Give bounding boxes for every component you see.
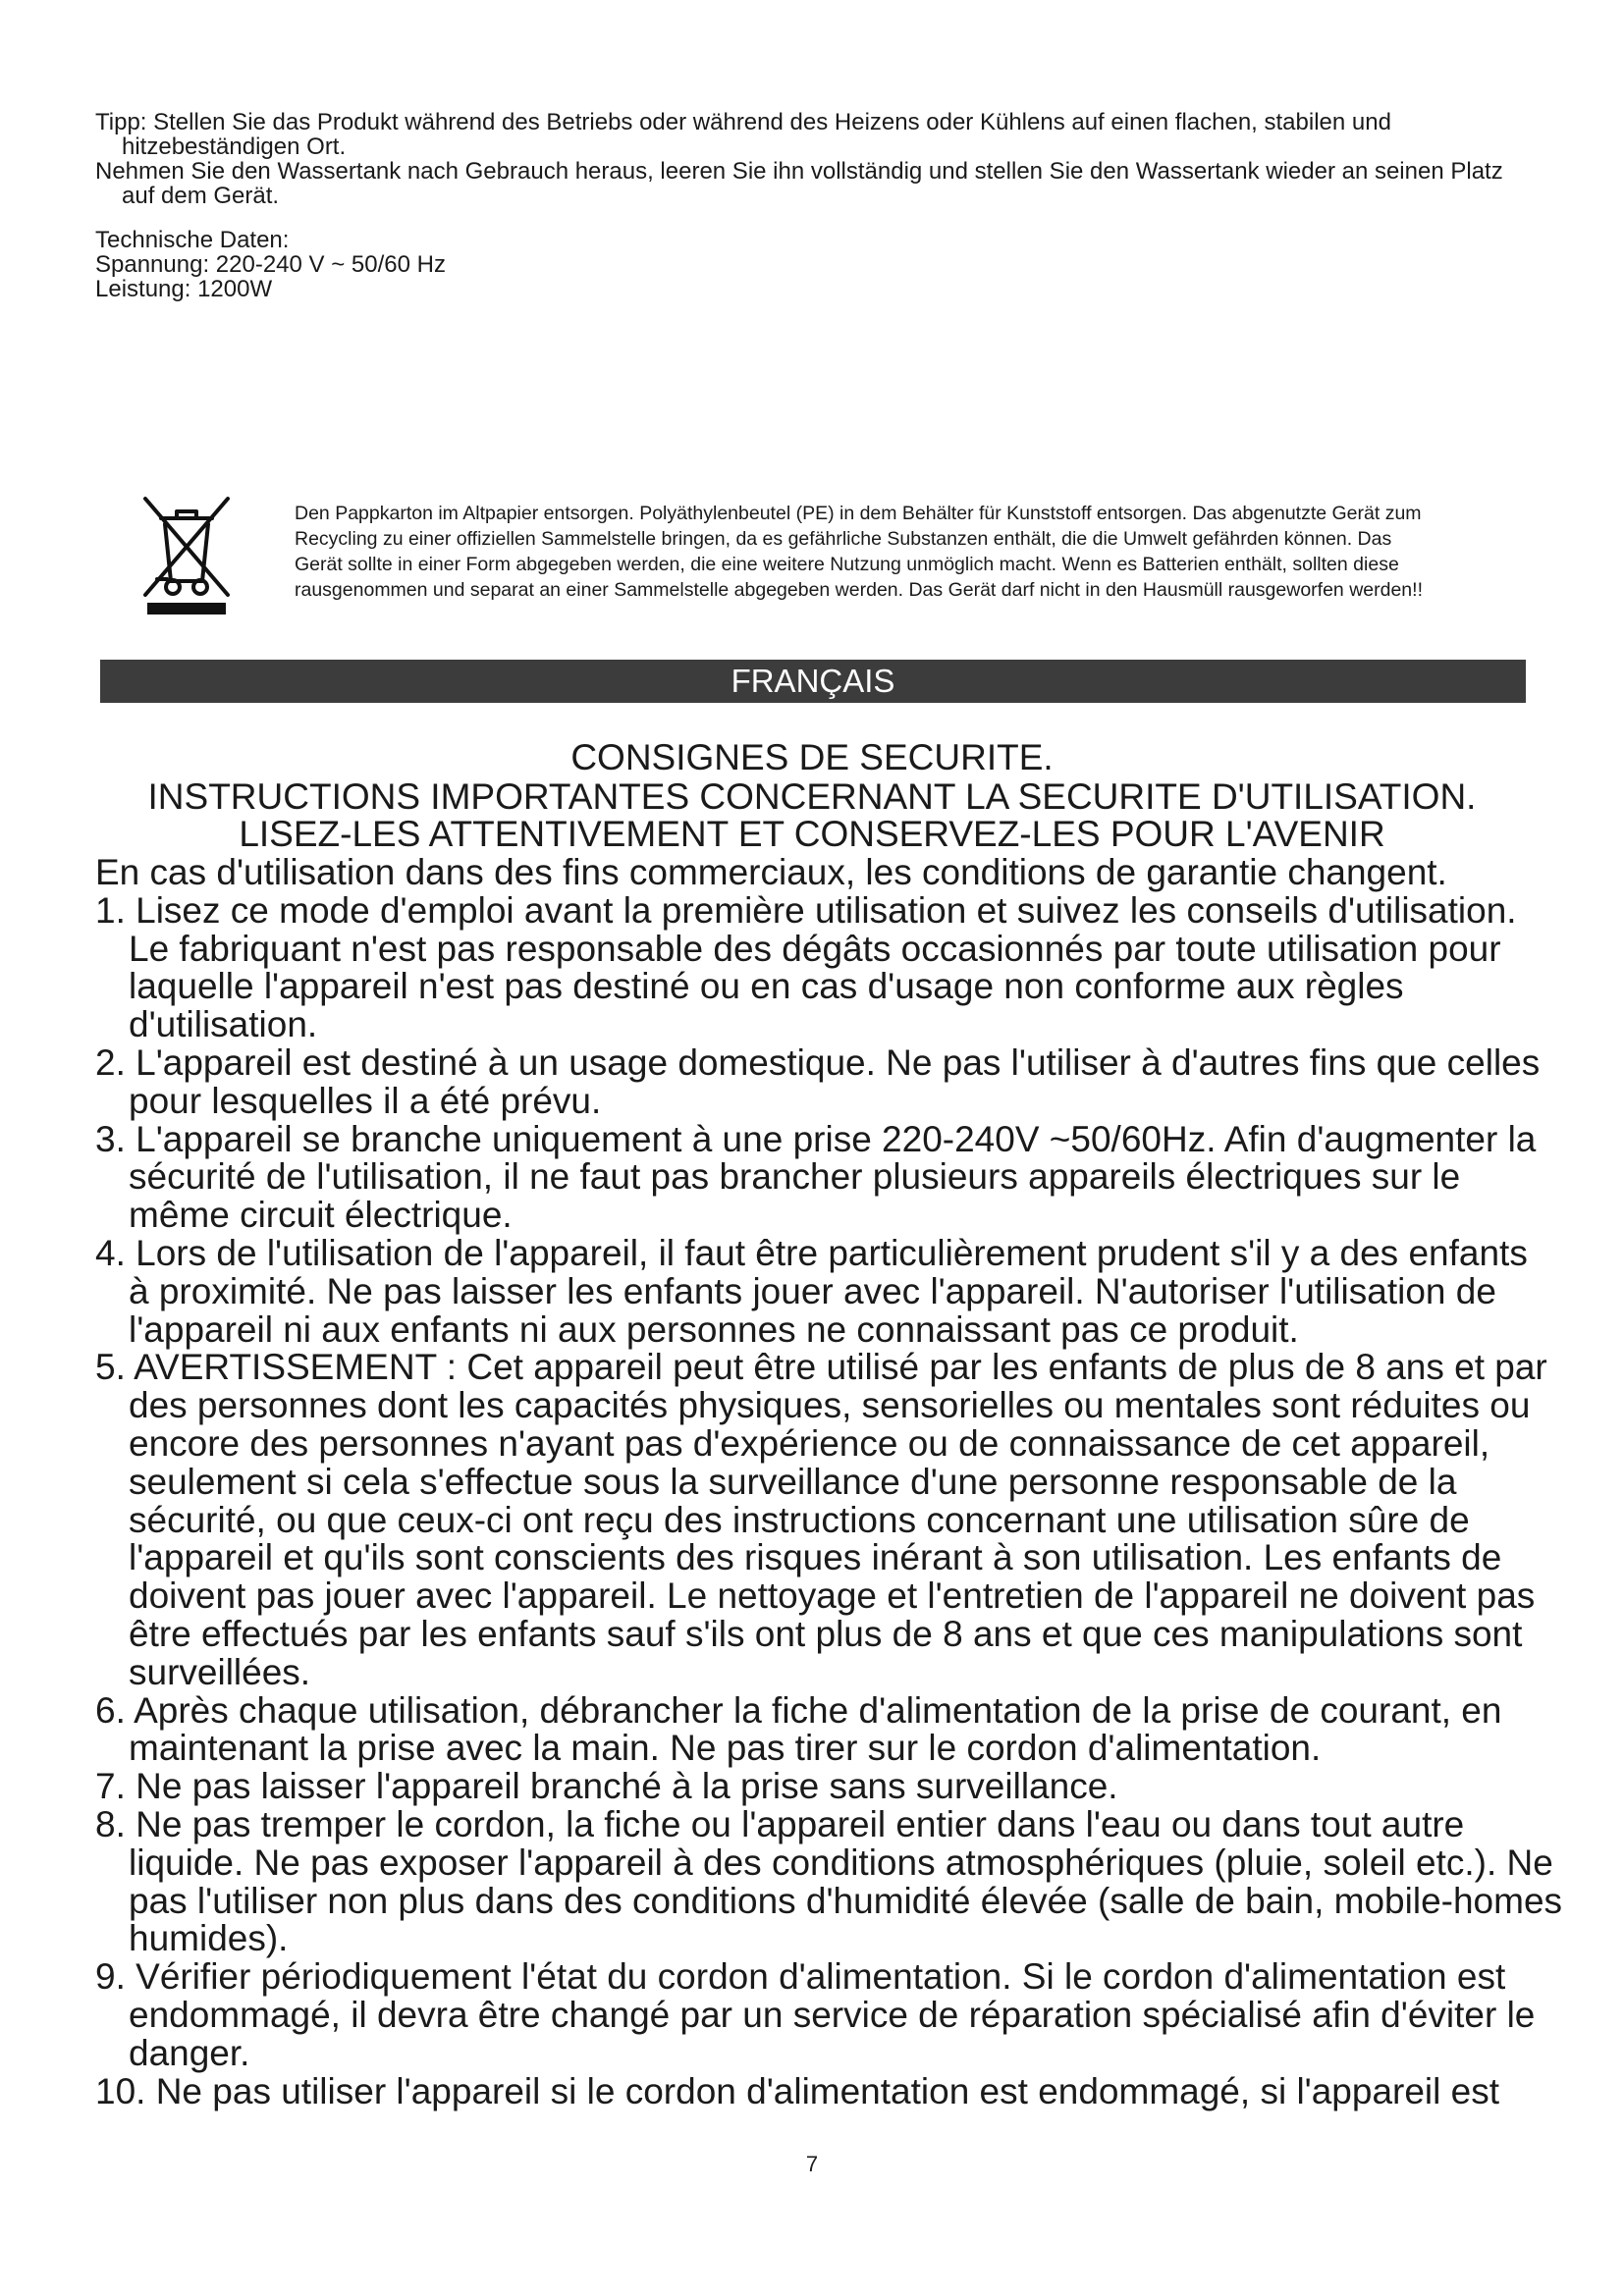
safety-subheading: INSTRUCTIONS IMPORTANTES CONCERNANT LA SECURITE D'UTILISATION. bbox=[147, 776, 1477, 817]
instruction-line: endommagé, il devra être changé par un service de réparation spécialisé afin d'éviter le bbox=[129, 1994, 1536, 2035]
german-tips bbox=[95, 110, 1539, 208]
instruction-line: surveillées. bbox=[129, 1651, 311, 1692]
page-number: 7 bbox=[805, 2152, 819, 2176]
instruction-line: pas l'utiliser non plus dans des conditions d'humidité élevée (salle de bain, mobile-homes bbox=[129, 1880, 1563, 1921]
german-tip-line: Tipp: Stellen Sie das Produkt während des Betriebs oder während des Heizens oder Kühlens auf einen flachen, stabilen und bbox=[95, 109, 1391, 135]
instruction-line: 4. Lors de l'utilisation de l'appareil, il faut être particulièrement prudent s'il y a des enfants bbox=[95, 1232, 1528, 1273]
instruction-line: à proximité. Ne pas laisser les enfants jouer avec l'appareil. N'autoriser l'utilisation de bbox=[129, 1270, 1496, 1311]
instruction-line: 9. Vérifier périodiquement l'état du cordon d'alimentation. Si le cordon d'alimentation est bbox=[95, 1956, 1506, 1998]
instruction-line: l'appareil ni aux enfants ni aux personnes ne connaissant pas ce produit. bbox=[129, 1308, 1299, 1350]
instruction-line: encore des personnes n'ayant pas d'expérience ou de connaissance de cet appareil, bbox=[129, 1422, 1490, 1464]
instruction-line: 5. AVERTISSEMENT : Cet appareil peut être utilisé par les enfants de plus de 8 ans et par bbox=[95, 1347, 1547, 1388]
instruction-line: 2. L'appareil est destiné à un usage domestique. Ne pas l'utiliser à d'autres fins que celles bbox=[95, 1041, 1541, 1083]
instruction-line: 6. Après chaque utilisation, débrancher la fiche d'alimentation de la prise de courant, en bbox=[95, 1689, 1502, 1731]
instruction-line: Le fabriquant n'est pas responsable des dégâts occasionnés par toute utilisation pour bbox=[129, 928, 1501, 969]
safety-subheading-keep: LISEZ-LES ATTENTIVEMENT ET CONSERVEZ-LES POUR L'AVENIR bbox=[239, 814, 1385, 854]
german-tip-line: hitzebeständigen Ort. bbox=[122, 133, 347, 160]
instruction-line: 7. Ne pas laisser l'appareil branché à la prise sans surveillance. bbox=[95, 1766, 1118, 1807]
intro-text: En cas d'utilisation dans des fins commerciaux, les conditions de garantie changent. bbox=[95, 852, 1447, 892]
language-section-header: FRANÇAIS bbox=[100, 660, 1526, 703]
disposal-notice bbox=[295, 501, 1534, 603]
instruction-line: maintenant la prise avec la main. Ne pas tirer sur le cordon d'alimentation. bbox=[129, 1728, 1322, 1769]
instruction-line: liquide. Ne pas exposer l'appareil à des conditions atmosphériques (pluie, soleil etc.). Ne bbox=[129, 1842, 1553, 1883]
instruction-line: doivent pas jouer avec l'appareil. Le nettoyage et l'entretien de l'appareil ne doivent pas bbox=[129, 1575, 1536, 1617]
disposal-line: rausgenommen und separat an einer Sammelstelle abgegeben werden. Das Gerät darf nicht in den Hausmüll rausgeworfen werden!! bbox=[295, 579, 1423, 601]
instruction-line: 8. Ne pas tremper le cordon, la fiche ou l'appareil entier dans l'eau ou dans tout autre bbox=[95, 1803, 1465, 1844]
instruction-line: l'appareil et qu'ils sont conscients des risques inérant à son utilisation. Les enfants de bbox=[129, 1537, 1502, 1578]
instruction-line: sécurité de l'utilisation, il ne faut pas brancher plusieurs appareils électriques sur le bbox=[129, 1156, 1461, 1198]
power-spec: Leistung: 1200W bbox=[95, 276, 273, 302]
technical-data-title: Technische Daten: bbox=[95, 227, 290, 253]
instruction-line: 10. Ne pas utiliser l'appareil si le cordon d'alimentation est endommagé, si l'appareil est bbox=[95, 2070, 1500, 2111]
instruction-line: 3. L'appareil se branche uniquement à une prise 220-240V ~50/60Hz. Afin d'augmenter la bbox=[95, 1118, 1537, 1159]
disposal-line: Gerät sollte in einer Form abgegeben werden, die eine weitere Nutzung unmöglich macht. Wenn es Batterien enthält, sollten diese bbox=[295, 554, 1399, 575]
safety-instructions bbox=[95, 852, 1563, 2111]
instruction-line: même circuit électrique. bbox=[129, 1195, 513, 1236]
instruction-line: sécurité, ou que ceux-ci ont reçu des instructions concernant une utilisation sûre de bbox=[129, 1499, 1470, 1540]
german-tip-line: Nehmen Sie den Wassertank nach Gebrauch heraus, leeren Sie ihn vollständig und stellen Sie den Wassertank wieder an seinen Platz bbox=[95, 158, 1503, 185]
crossed-out-wheelie-bin-icon bbox=[137, 491, 236, 616]
instruction-line: humides). bbox=[129, 1918, 289, 1959]
instruction-line: pour lesquelles il a été prévu. bbox=[129, 1080, 602, 1121]
instruction-line: être effectués par les enfants sauf s'ils ont plus de 8 ans et que ces manipulations sont bbox=[129, 1613, 1523, 1654]
instruction-line: seulement si cela s'effectue sous la surveillance d'une personne responsable de la bbox=[129, 1461, 1457, 1502]
instruction-line: danger. bbox=[129, 2032, 250, 2073]
instruction-line: d'utilisation. bbox=[129, 1004, 318, 1045]
instruction-line: des personnes dont les capacités physiques, sensorielles ou mentales sont réduites ou bbox=[129, 1385, 1531, 1426]
technical-data bbox=[95, 228, 1539, 301]
instruction-line: laquelle l'appareil n'est pas destiné ou en cas d'usage non conforme aux règles bbox=[129, 966, 1404, 1007]
disposal-line: Den Pappkarton im Altpapier entsorgen. Polyäthylenbeutel (PE) in dem Behälter für Kunststoff entsorgen. Das abgenutzte Gerät zum bbox=[295, 503, 1422, 524]
safety-heading: CONSIGNES DE SECURITE. bbox=[570, 737, 1054, 777]
voltage-spec: Spannung: 220-240 V ~ 50/60 Hz bbox=[95, 251, 446, 278]
german-tip-line: auf dem Gerät. bbox=[122, 183, 280, 209]
disposal-line: Recycling zu einer offiziellen Sammelstelle bringen, da es gefährliche Substanzen enthält, die die Umwelt gefährden können. Das bbox=[295, 528, 1392, 550]
instruction-line: 1. Lisez ce mode d'emploi avant la première utilisation et suivez les conseils d'utilisation. bbox=[95, 889, 1517, 931]
